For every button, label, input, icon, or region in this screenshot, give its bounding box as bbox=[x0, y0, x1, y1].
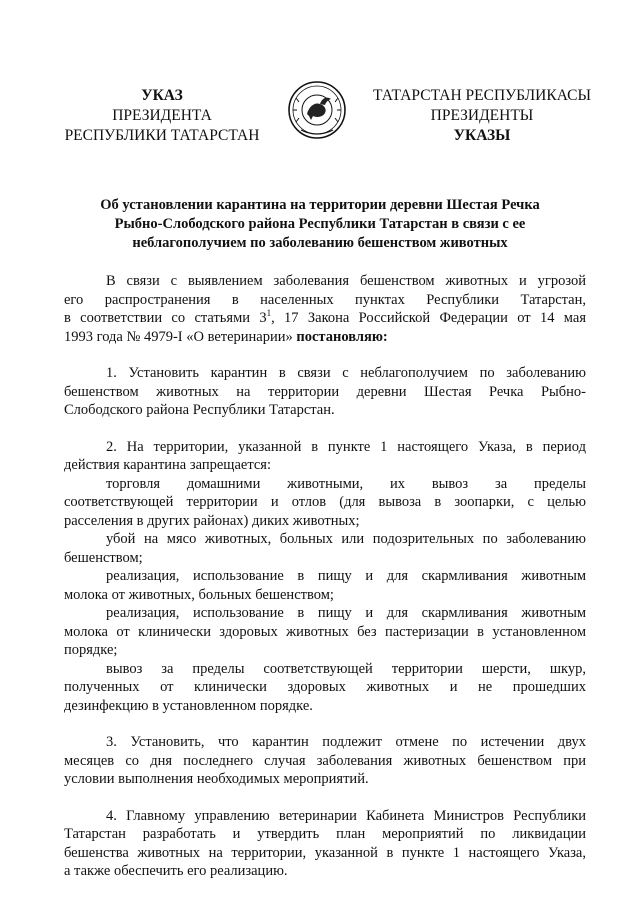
intro-paragraph bbox=[64, 272, 586, 346]
title-line: неблагополучием по заболеванию бешенством животных bbox=[132, 235, 508, 251]
text-line: бешенства животных на территории, указанной в пункте 1 настоящего Указа, bbox=[64, 844, 586, 861]
header-left-line: ПРЕЗИДЕНТА bbox=[112, 107, 212, 124]
text-line: в соответствии со статьями $3^1$, 17 Закона Российской Федерации от 14 мая bbox=[64, 308, 586, 326]
header-tatar bbox=[362, 86, 602, 146]
title-line: Рыбно-Слободского района Республики Татарстан в связи с ее bbox=[114, 216, 526, 232]
paragraph-4 bbox=[64, 807, 586, 881]
text-line: 1. Установить карантин в связи с неблагополучием по заболеванию bbox=[106, 365, 586, 381]
text-line: Слободского района Республики Татарстан. bbox=[64, 402, 335, 418]
decree-body bbox=[64, 272, 586, 881]
header-russian bbox=[62, 86, 262, 146]
decree-header bbox=[0, 80, 640, 150]
title-line: Об установлении карантина на территории деревни Шестая Речка bbox=[100, 197, 540, 213]
header-right-line: ТАТАРСТАН РЕСПУБЛИКАСЫ bbox=[373, 87, 591, 104]
text-line: 4. Главному управлению ветеринарии Кабинета Министров Республики bbox=[106, 807, 586, 824]
header-right-line: ПРЕЗИДЕНТЫ bbox=[430, 107, 534, 124]
text-line: расселения в других районах) диких животных; bbox=[64, 512, 360, 529]
text-line: бешенством животных на территории деревни Шестая Речка Рыбно- bbox=[64, 383, 586, 400]
text-line: 1993 года № 4979-I «О ветеринарии» постановляю: bbox=[64, 328, 388, 345]
text-line: 2. На территории, указанной в пункте 1 настоящего Указа, в период bbox=[106, 438, 586, 455]
text-line: Татарстан разработать и утвердить план мероприятий по ликвидации bbox=[64, 826, 586, 842]
text-line: торговля домашними животными, их вывоз за пределы bbox=[106, 475, 586, 492]
header-right-line: УКАЗЫ bbox=[453, 127, 511, 144]
text-line: месяцев со дня последнего случая заболевания животных бешенством при bbox=[64, 752, 586, 769]
text-line: реализация, использование в пищу и для скармливания животным bbox=[106, 568, 586, 584]
paragraph-1 bbox=[64, 364, 586, 420]
text-line: а также обеспечить его реализацию. bbox=[64, 863, 288, 879]
text-line: условии выполнения необходимых мероприятий. bbox=[64, 771, 369, 787]
text-line: 3. Установить, что карантин подлежит отмене по истечении двух bbox=[106, 734, 586, 750]
decree-title bbox=[80, 196, 560, 253]
tatarstan-emblem-icon bbox=[287, 80, 347, 140]
text-line: В связи с выявлением заболевания бешенством животных и угрозой bbox=[106, 273, 586, 289]
text-line: действия карантина запрещается: bbox=[64, 457, 271, 473]
text-line: соответствующей территории и отлов (для вывоза в зоопарки, с целью bbox=[64, 494, 586, 510]
text-line: молока от клинически здоровых животных без пастеризации в установленном bbox=[64, 623, 586, 640]
header-left-line: УКАЗ bbox=[141, 87, 183, 104]
text-line: бешенством; bbox=[64, 549, 143, 566]
text-line: убой на мясо животных, больных или подозрительных по заболеванию bbox=[106, 531, 586, 547]
text-line: дезинфекцию в установленном порядке. bbox=[64, 697, 313, 714]
header-left-line: РЕСПУБЛИКИ ТАТАРСТАН bbox=[64, 127, 260, 144]
text-line: полученных от клинически здоровых животных и не прошедших bbox=[64, 679, 586, 695]
text-line: реализация, использование в пищу и для скармливания животным bbox=[106, 605, 586, 621]
text-line: молока от животных, больных бешенством; bbox=[64, 586, 334, 603]
text-line: порядке; bbox=[64, 642, 118, 658]
paragraph-2 bbox=[64, 438, 586, 716]
text-line: его распространения в населенных пунктах Республики Татарстан, bbox=[64, 291, 586, 308]
paragraph-3 bbox=[64, 733, 586, 789]
text-line: вывоз за пределы соответствующей территории шерсти, шкур, bbox=[106, 660, 586, 677]
